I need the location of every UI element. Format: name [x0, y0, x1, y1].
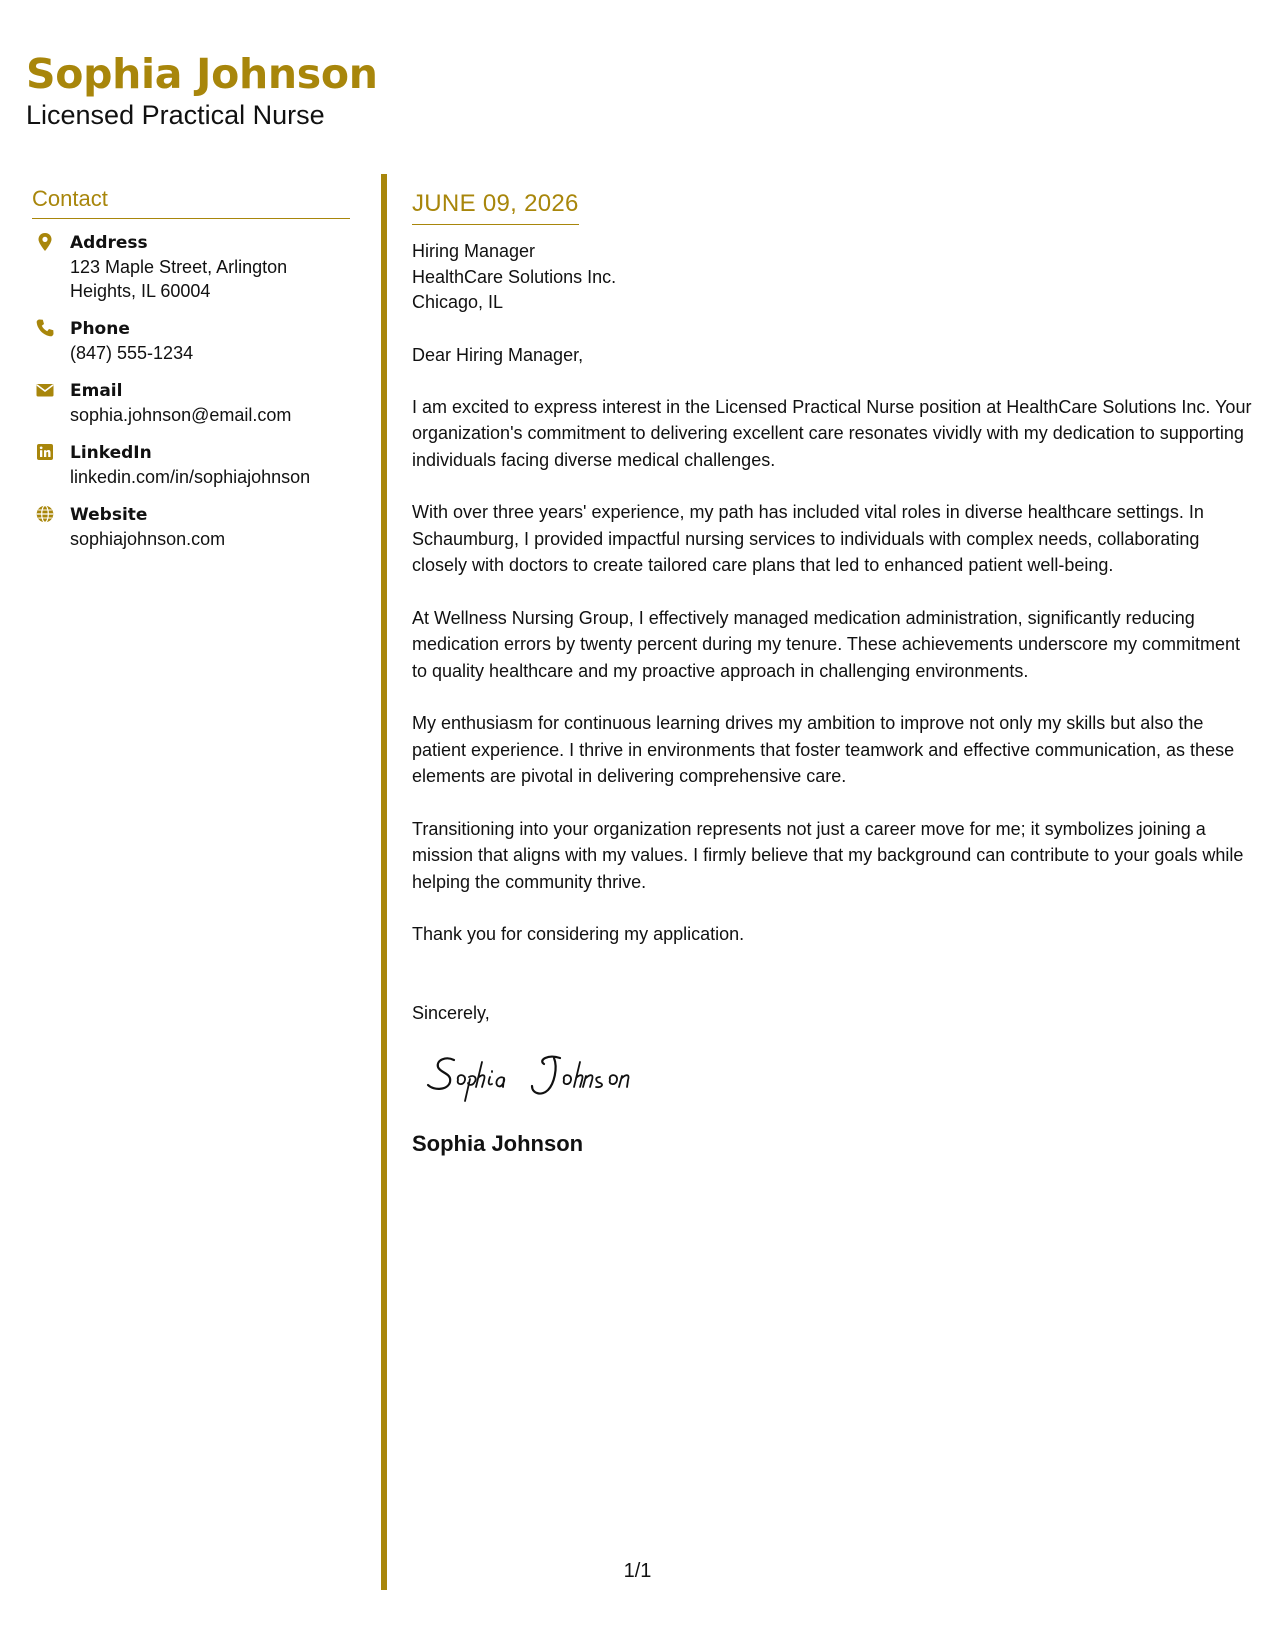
linkedin-icon — [35, 442, 55, 462]
contact-item-phone — [32, 317, 350, 365]
contact-label: Email — [70, 381, 123, 401]
linkedin-value[interactable]: linkedin.com/in/sophiajohnson — [70, 467, 311, 487]
letter-body — [412, 190, 1252, 1157]
contact-list — [32, 231, 350, 551]
letter-date: JUNE 09, 2026 — [412, 190, 579, 225]
resume-header — [26, 48, 378, 132]
contact-item-email — [32, 379, 350, 427]
handwritten-signature — [422, 1046, 682, 1106]
letter-paragraph: I am excited to express interest in the Licensed Practical Nurse position at HealthCare Solutions Inc. Your organization's commitment to delivering excellent care resonates vividly with my dedication to supporting individuals facing diverse medical challenges. — [412, 396, 1252, 470]
contact-item-linkedin — [32, 441, 350, 489]
letter-paragraph: With over three years' experience, my path has included vital roles in diverse healthcare settings. In Schaumburg, I provided impactful nursing services to individuals with complex needs, collaborating closely with doctors to create tailored care plans that led to enhanced patient well-being. — [412, 502, 1204, 575]
contact-item-website — [32, 503, 350, 551]
recipient-line: Chicago, IL — [412, 292, 504, 312]
applicant-name: Sophia Johnson — [26, 50, 378, 98]
letter-paragraph: Thank you for considering my application. — [412, 924, 745, 944]
page-number: 1/1 — [623, 1560, 652, 1582]
map-pin-icon — [35, 232, 55, 252]
letter-paragraph: Transitioning into your organization represents not just a career move for me; it symbolizes joining a mission that aligns with my values. I firmly believe that my background can contribute to your goals while helping the community thrive. — [412, 818, 1244, 892]
recipient-line: Hiring Manager — [412, 241, 536, 261]
letter-paragraph: At Wellness Nursing Group, I effectively managed medication administration, significantly reducing medication errors by twenty percent during my tenure. These achievements underscore my commitment to quality healthcare and my proactive approach in challenging environments. — [412, 607, 1241, 681]
envelope-icon — [35, 380, 55, 400]
contact-label: Website — [70, 505, 148, 525]
job-title: Licensed Practical Nurse — [26, 100, 325, 130]
contact-label: Address — [70, 233, 148, 253]
recipient-block — [412, 239, 1252, 316]
contact-item-address — [32, 231, 350, 303]
globe-icon — [35, 504, 55, 524]
phone-icon — [35, 318, 55, 338]
contact-label: Phone — [70, 319, 130, 339]
recipient-line: HealthCare Solutions Inc. — [412, 266, 617, 287]
website-value[interactable]: sophiajohnson.com — [70, 529, 226, 549]
salutation: Dear Hiring Manager, — [412, 344, 584, 365]
letter-paragraph: My enthusiasm for continuous learning drives my ambition to improve not only my skills but also the patient experience. I thrive in environments that foster teamwork and effective communication, as these elements are pivotal in delivering comprehensive care. — [412, 713, 1235, 786]
phone-value: (847) 555-1234 — [70, 343, 194, 363]
signer-name: Sophia Johnson — [412, 1130, 584, 1156]
address-value: 123 Maple Street, Arlington Heights, IL 60004 — [70, 257, 288, 301]
vertical-divider — [381, 174, 387, 1590]
contact-sidebar — [32, 186, 350, 565]
contact-label: LinkedIn — [70, 443, 152, 463]
closing: Sincerely, — [412, 1002, 490, 1023]
email-value[interactable]: sophia.johnson@email.com — [70, 405, 292, 425]
contact-heading: Contact — [32, 186, 350, 219]
